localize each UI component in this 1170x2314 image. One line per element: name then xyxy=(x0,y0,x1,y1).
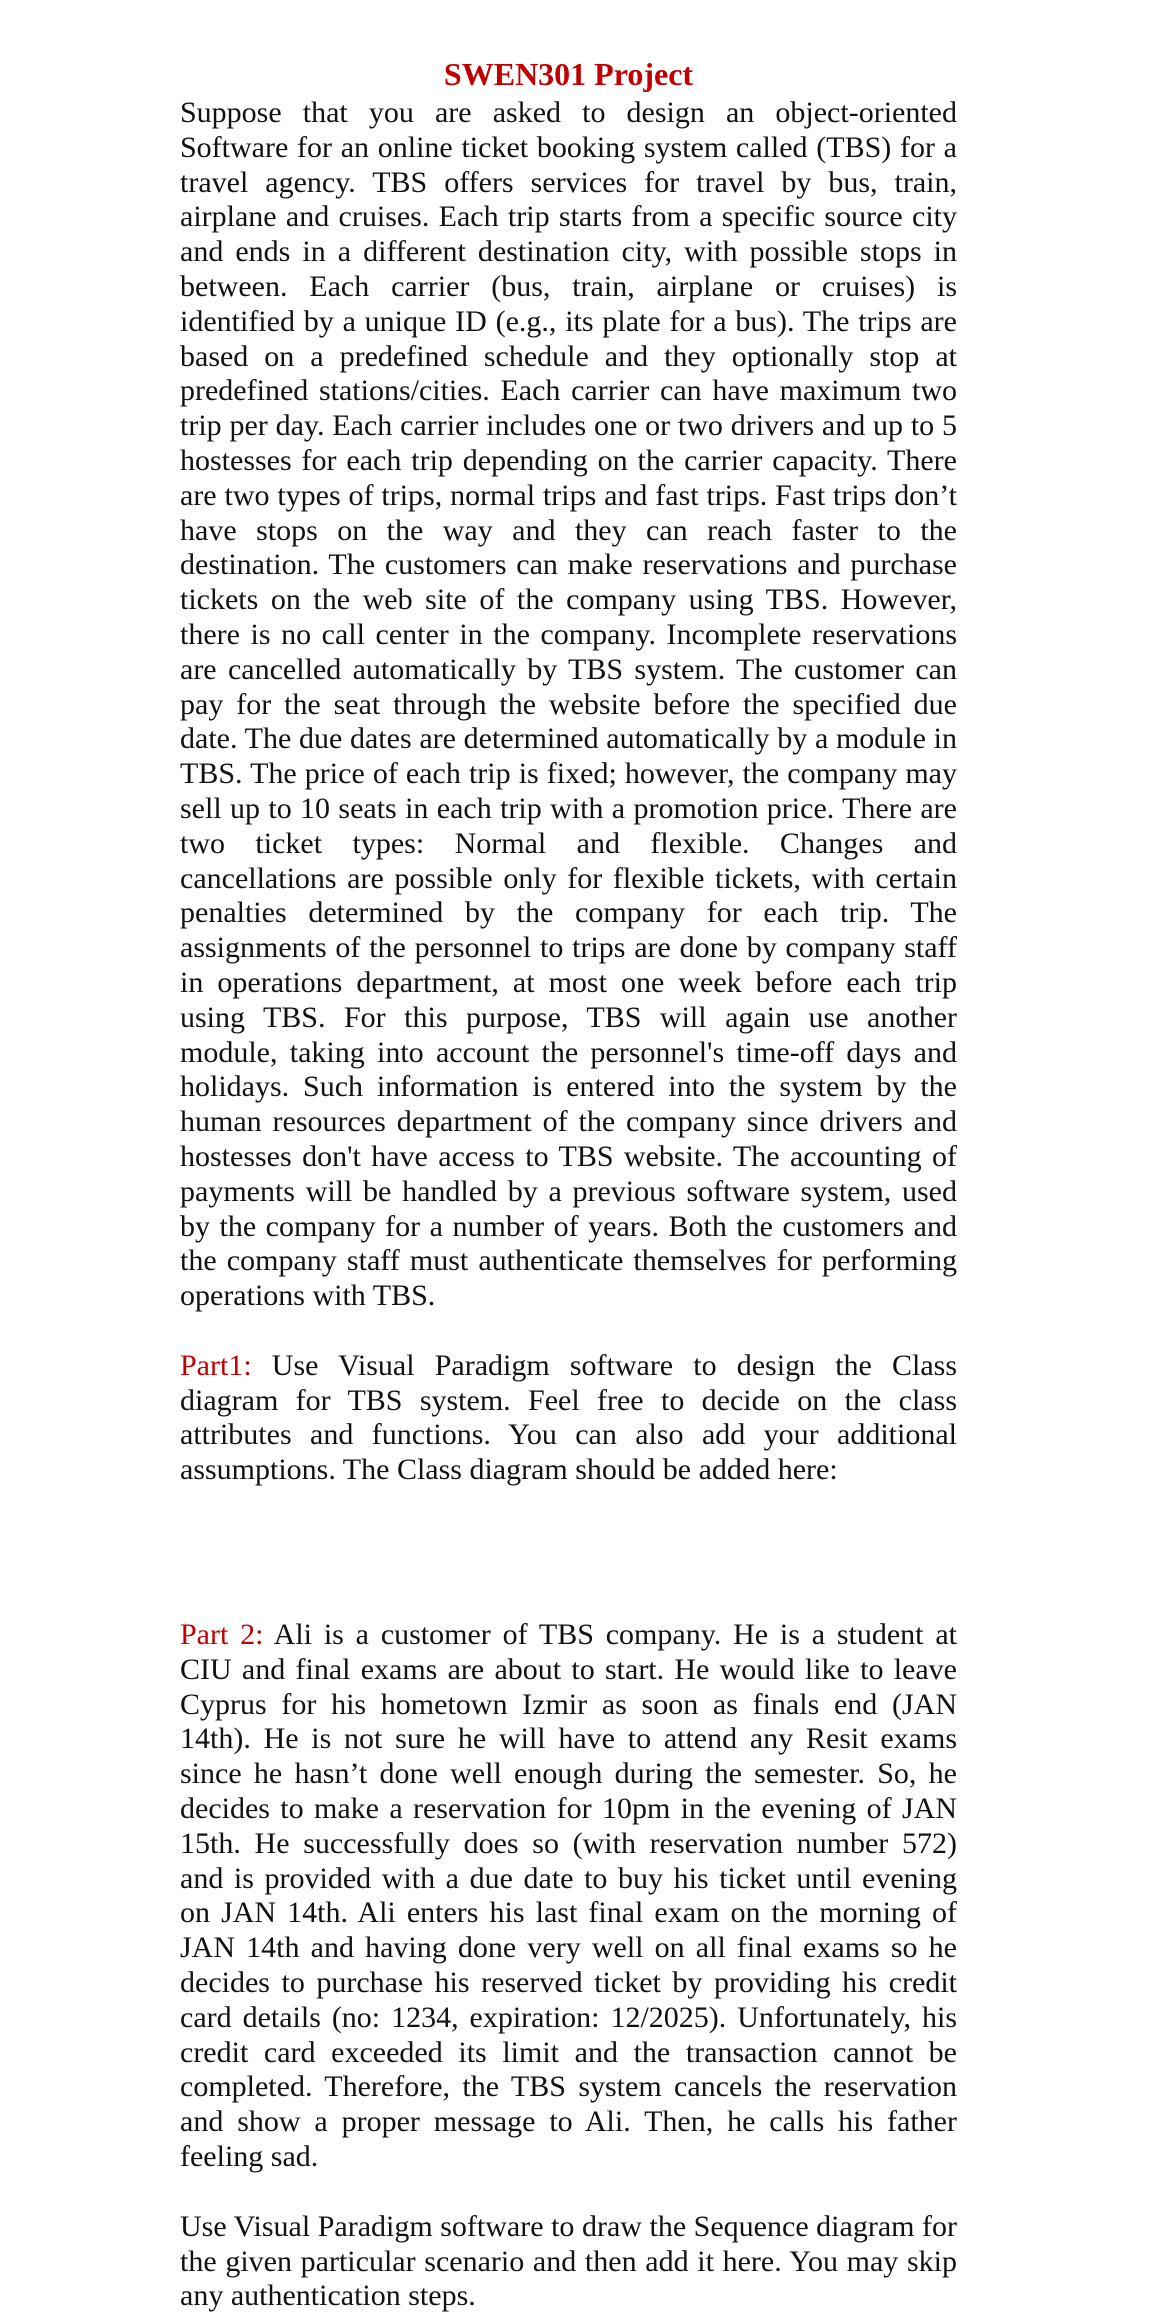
part2-paragraph xyxy=(180,1618,957,2175)
part1-paragraph xyxy=(180,1349,957,1488)
class-diagram-placeholder xyxy=(180,1488,957,1618)
document-title: SWEN301 Project xyxy=(443,56,694,92)
part1-text: Use Visual Paradigm software to design the Class diagram for TBS system. Feel free to decide on the class attributes and functions. You can also add your additional assumptions. The Class diagram should be added here: xyxy=(180,1348,957,1487)
part1-label: Part1: xyxy=(180,1348,252,1382)
document-page xyxy=(180,52,957,2314)
spacer xyxy=(180,2175,957,2210)
part2-label: Part 2: xyxy=(180,1618,264,1652)
part2-text: Ali is a customer of TBS company. He is a student at CIU and final exams are about to start. He would like to leave Cyprus for his hometown Izmir as soon as finals end (JAN 14th). He is not sure he will have to attend any Resit exams since he hasn’t done well enough during the semester. So, he decides to make a reservation for 10pm in the evening of JAN 15th. He successfully does so (with reservation number 572) and is provided with a due date to buy his ticket until evening on JAN 14th. Ali enters his last final exam on the morning of JAN 14th and having done very well on all final exams so he decides to purchase his reserved ticket by providing his credit card details (no: 1234, expiration: 12/2025). Unfortunately, his credit card exceeded its limit and the transaction cannot be completed. Therefore, the TBS system cancels the reservation and show a proper message to Ali. Then, he calls his father feeling sad. xyxy=(180,1618,957,2174)
closing-paragraph: Use Visual Paradigm software to draw the Sequence diagram for the given particular scenario and then add it here. You may skip any authentication steps. xyxy=(180,2209,957,2313)
intro-paragraph: Suppose that you are asked to design an object-oriented Software for an online ticket booking system called (TBS) for a travel agency. TBS offers services for travel by bus, train, airplane and cruises. Each trip starts from a specific source city and ends in a different destination city, with possible stops in between. Each carrier (bus, train, airplane or cruises) is identified by a unique ID (e.g., its plate for a bus). The trips are based on a predefined schedule and they optionally stop at predefined stations/cities. Each carrier can have maximum two trip per day. Each carrier includes one or two drivers and up to 5 hostesses for each trip depending on the carrier capacity. There are two types of trips, normal trips and fast trips. Fast trips don’t have stops on the way and they can reach faster to the destination. The customers can make reservations and purchase tickets on the web site of the company using TBS. However, there is no call center in the company. Incomplete reservations are cancelled automatically by TBS system. The customer can pay for the seat through the website before the specified due date. The due dates are determined automatically by a module in TBS. The price of each trip is fixed; however, the company may sell up to 10 seats in each trip with a promotion price. There are two ticket types: Normal and flexible. Changes and cancellations are possible only for flexible tickets, with certain penalties determined by the company for each trip. The assignments of the personnel to trips are done by company staff in operations department, at most one week before each trip using TBS. For this purpose, TBS will again use another module, taking into account the personnel's time-off days and holidays. Such information is entered into the system by the human resources department of the company since drivers and hostesses don't have access to TBS website. The accounting of payments will be handled by a previous software system, used by the company for a number of years. Both the customers and the company staff must authenticate themselves for performing operations with TBS. xyxy=(180,96,957,1313)
spacer xyxy=(180,1314,957,1349)
